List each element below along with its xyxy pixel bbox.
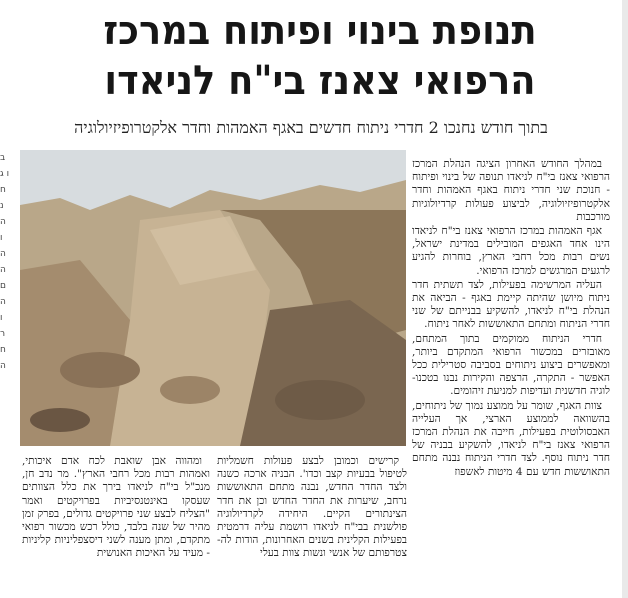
article-body-left-column bbox=[22, 455, 210, 598]
paragraph: ומהווה אבן שואבת לכח אדם איכותי, ואמהות רבות מכל רחבי הארץ". מר נדב חן, מנכ"ל בי"ח לניאדו בירך את כלל הצוותים שעסקו באינטנסיביות בפרויקטים ואמר "הצליח לבצע שני פרויקטים גדולים, בפרק זמן מהיר של שנה בלבד, כולל רכש מכשור רפואי מתקדם, ומתן מענה לשני דיסצפליניות קליניות - מעיד על האיכות האנושית bbox=[22, 455, 210, 560]
paragraph: קרישים וכמובן לבצע פעולות חשמליות לטיפול בבעיות קצב וכדו'. הבניה ארכה כשנה ולצד החדר החדש, נבנה מתחם התאוששות נרחב, שיערות את החדר החדש וכן את חדר הצינתורים הקיים. היחידה לקרדיולוגיה פולשנית בבי"ח לניאדו רושמת עליה דרמטית בפעילות הקלינית בשנים האחרונות, הודות לה- צטרפותם של אנשי ונשות צוות בעלי bbox=[217, 455, 407, 560]
right-page-edge bbox=[622, 0, 628, 598]
article-subheadline: בתוך חודש נחנכו 2 חדרי ניתוח חדשים באגף האמהות וחדר אלקטרופיזיולוגיה bbox=[74, 118, 548, 137]
article-body-right-column bbox=[412, 158, 610, 598]
paragraph: במהלך החודש האחרון הציגה הנהלת המרכז הרפואי צאנז בי"ח לניאדו תנופה של בינוי ופיתוח - חנוכת שני חדרי ניתוח באגף האמהות וחדר אלקטרופיזיולוגיה, לביצוע פעולות קרדיולוגיות מורכבות bbox=[412, 158, 610, 223]
adjacent-article-fragment: ב ו ג ח נ ה ו ה ה ם ה ו ר ח ה bbox=[0, 153, 10, 371]
paragraph: חדרי הניתוח ממוקמים בתוך המתחם, מאובזרים במכשור הרפואי המתקדם ביותר, ומאפשרים ביצוע ניתוחים בסביבה סטרילית ככל האפשר - התקרה, הרצפה והקירות נבנו בטכנו- לוגיה חדשנית ועדיפות למניעת זיהומים. bbox=[412, 332, 610, 398]
construction-site-photo bbox=[20, 150, 406, 446]
paragraph: צוות האגף, שומר על ממוצע נמוך של ניתוחים, בהשוואה לממוצע הארצי, אך העלייה האבסולוטית בפעילות, חייבה את הנהלת המרכז הרפואי צאנז בי"ח לניאדו, להשקיע בבניה של חדר ניתוח נוסף. לצד חדרי הניתוח נבנה מתחם התאוששות חדש עם 4 מיטות לאשפוז bbox=[412, 399, 610, 478]
article-headline-line-2: הרפואי צאנז בי"ח לניאדו bbox=[104, 58, 536, 104]
paragraph: אגף האמהות במרכז הרפואי צאנז בי"ח לניאדו הינו אחד האגפים המובילים במדינת ישראל, נשים רבות מכל רחבי הארץ, בוחרות להגיע לרגעים המרגשים למרכז הרפואי. bbox=[412, 225, 610, 277]
paragraph: העליה המרשימה בפעילות, לצד תשתית חדר ניתוח מיושן שהיתה קיימת באגף - הביאה את הנהלת בי"ח לניאדו, להשקיע בבנייתם של שני חדרי הניתוח ומתחם התאוששות לאחר ניתוח. bbox=[412, 278, 610, 331]
article-headline-line-1: תנופת בינוי ופיתוח במרכז bbox=[103, 8, 537, 54]
construction-site-illustration bbox=[20, 150, 406, 446]
article-body-middle-column bbox=[217, 455, 407, 598]
